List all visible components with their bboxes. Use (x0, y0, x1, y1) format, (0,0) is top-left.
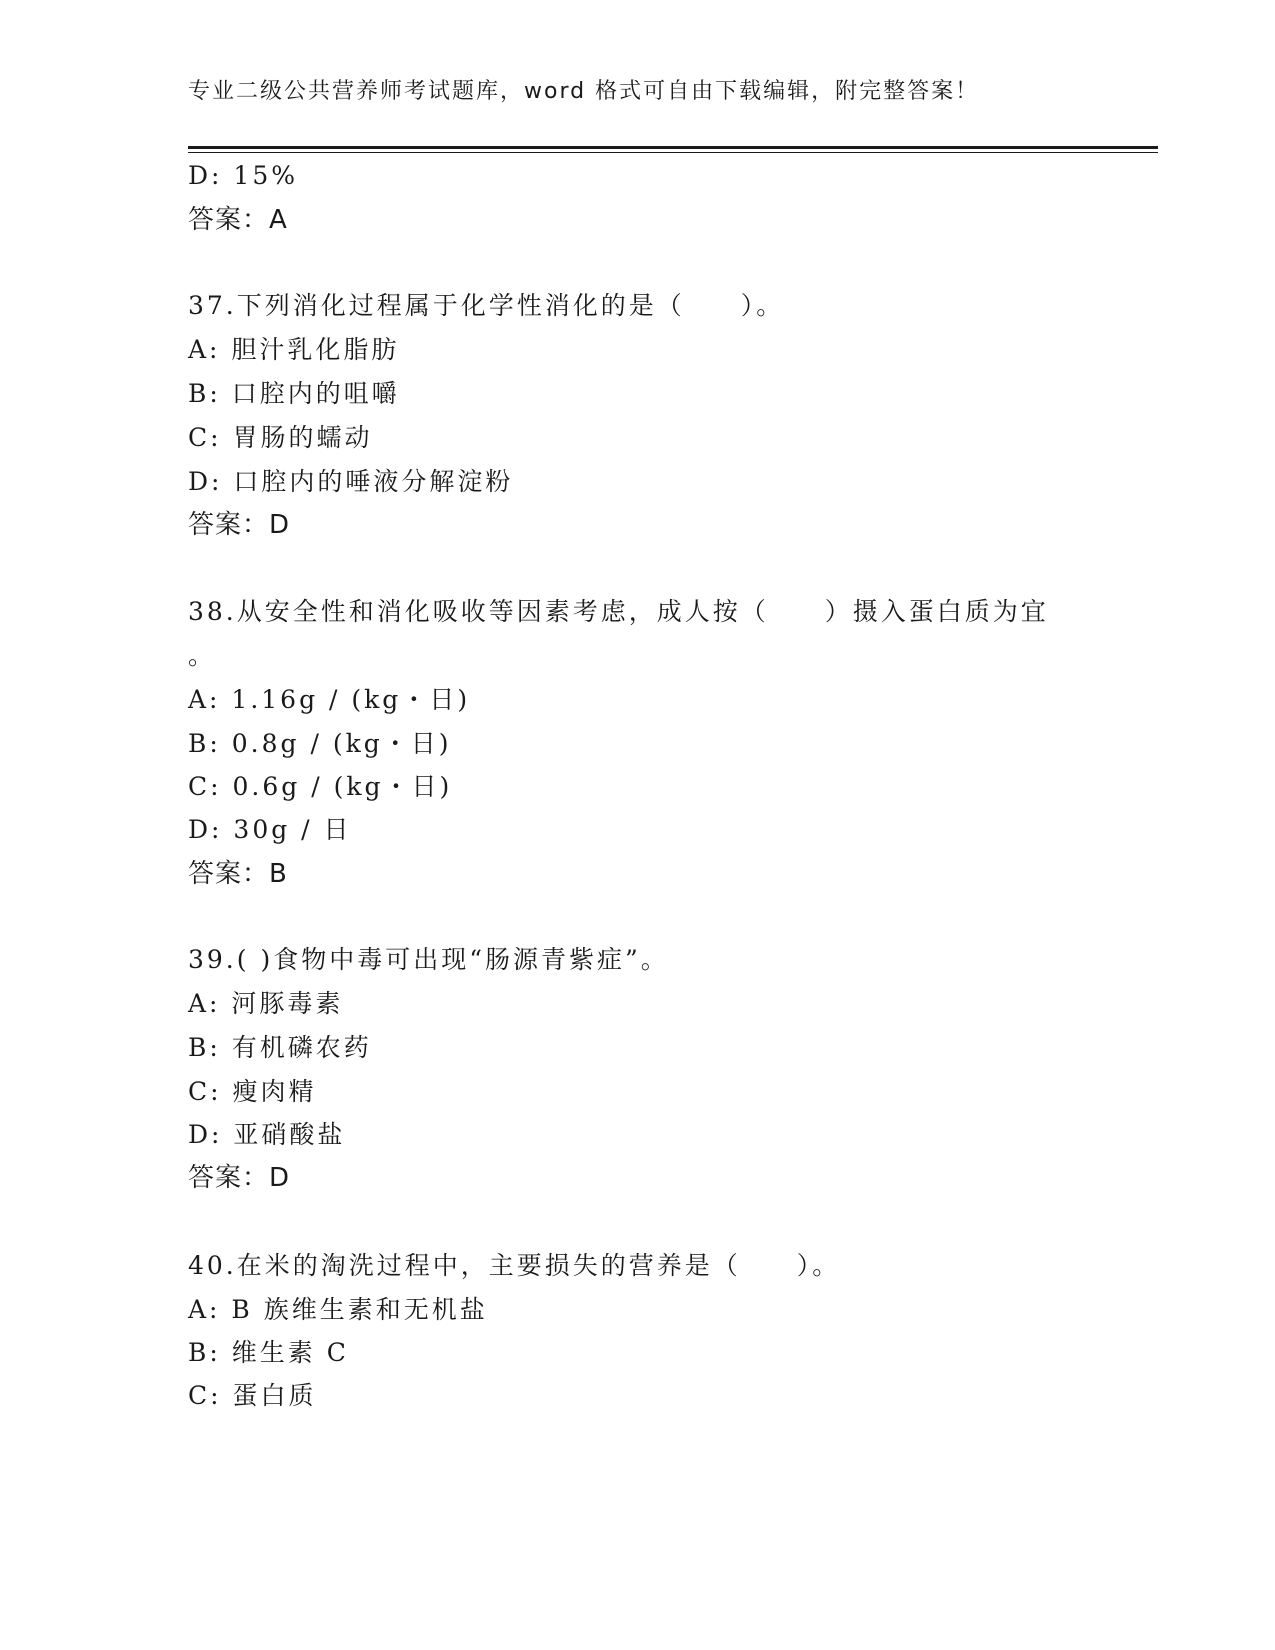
option-c-39: C: 瘦肉精 (188, 1077, 317, 1106)
option-d-38: D: 30g / 日 (188, 815, 352, 844)
page-header: 专业二级公共营养师考试题库，word 格式可自由下载编辑，附完整答案！ (188, 79, 980, 104)
answer-37: 答案：D (188, 510, 291, 540)
question-37: 37.下列消化过程属于化学性消化的是（ ）。 (188, 291, 785, 320)
option-a-39: A: 河豚毒素 (188, 989, 344, 1018)
header-divider-thin (188, 152, 1158, 153)
header-divider-thick (188, 146, 1158, 149)
option-a-40: A: B 族维生素和无机盐 (188, 1295, 488, 1324)
option-c-38: C: 0.6g / (kg・日) (188, 772, 453, 801)
question-39: 39.( )食物中毒可出现“肠源青紫症”。 (188, 945, 669, 974)
answer-39: 答案：D (188, 1163, 291, 1193)
option-b-40: B: 维生素 C (188, 1338, 349, 1367)
option-d-36: D: 15% (188, 161, 298, 190)
answer-38: 答案：B (188, 859, 288, 889)
answer-36: 答案：A (188, 205, 288, 235)
option-d-37: D: 口腔内的唾液分解淀粉 (188, 467, 514, 496)
question-40: 40.在米的淘洗过程中，主要损失的营养是（ ）。 (188, 1251, 841, 1280)
option-a-38: A: 1.16g / (kg・日) (188, 685, 471, 714)
question-38-continuation: 。 (188, 641, 217, 670)
option-b-38: B: 0.8g / (kg・日) (188, 729, 452, 758)
option-c-37: C: 胃肠的蠕动 (188, 423, 373, 452)
option-b-39: B: 有机磷农药 (188, 1033, 372, 1062)
option-d-39: D: 亚硝酸盐 (188, 1120, 346, 1149)
option-a-37: A: 胆汁乳化脂肪 (188, 335, 400, 364)
option-c-40: C: 蛋白质 (188, 1381, 317, 1410)
option-b-37: B: 口腔内的咀嚼 (188, 379, 400, 408)
question-38: 38.从安全性和消化吸收等因素考虑，成人按（ ）摄入蛋白质为宜 (188, 597, 1049, 626)
